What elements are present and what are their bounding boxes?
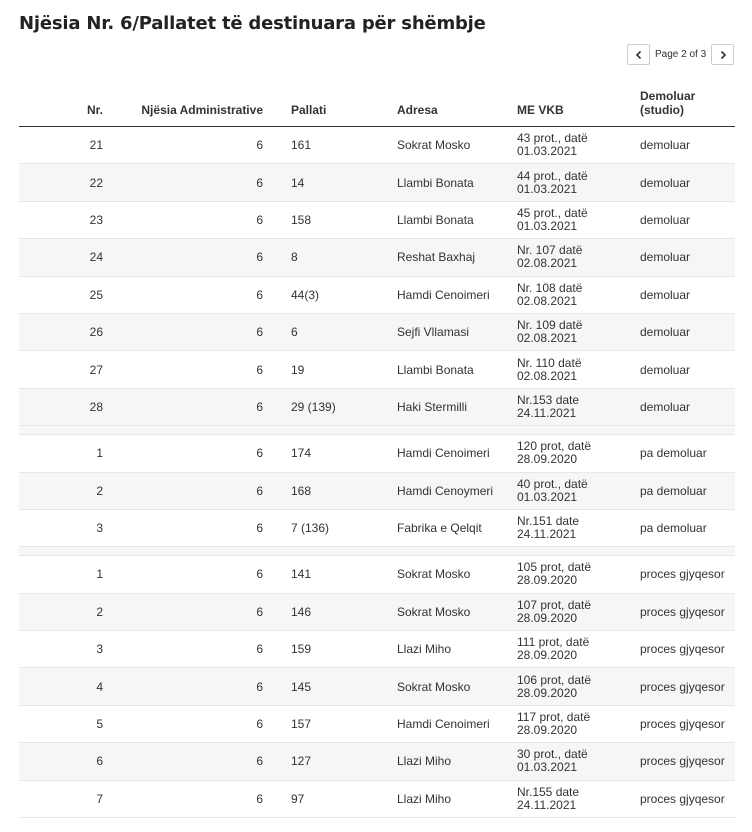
- cell-nr: 5: [96, 717, 103, 732]
- cell-njesia: 6: [256, 754, 263, 769]
- cell-vkb: 44 prot., datë 01.03.2021: [517, 168, 588, 196]
- cell-demoluar: demoluar: [640, 250, 691, 265]
- table-row: [19, 781, 735, 818]
- header-demoluar-line1: Demoluar: [640, 89, 696, 103]
- cell-nr: 2: [96, 483, 103, 498]
- cell-njesia: 6: [256, 250, 263, 265]
- cell-adresa: Llazi Miho: [397, 791, 452, 806]
- cell-njesia: 6: [256, 138, 263, 153]
- cell-pallati: 7 (136): [291, 521, 330, 536]
- cell-vkb: Nr. 110 datë 02.08.2021: [517, 355, 582, 383]
- pagination: [627, 44, 734, 65]
- cell-njesia: 6: [256, 567, 263, 582]
- cell-nr: 26: [89, 325, 103, 340]
- cell-pallati: 145: [291, 679, 312, 694]
- header-adresa[interactable]: Adresa: [397, 103, 438, 117]
- cell-adresa: Hamdi Cenoymeri: [397, 483, 494, 498]
- table-row: [19, 510, 735, 547]
- cell-pallati: 127: [291, 754, 312, 769]
- cell-nr: 1: [96, 567, 103, 582]
- cell-njesia: 6: [256, 521, 263, 536]
- cell-adresa: Llazi Miho: [397, 642, 452, 657]
- buildings-table: [19, 84, 735, 818]
- cell-demoluar: pa demoluar: [640, 483, 707, 498]
- cell-demoluar: proces gjyqesor: [640, 717, 725, 732]
- cell-vkb: Nr. 108 datë 02.08.2021: [517, 280, 583, 308]
- cell-nr: 4: [96, 679, 103, 694]
- cell-pallati: 146: [291, 604, 312, 619]
- header-nr[interactable]: Nr.: [86, 103, 103, 117]
- cell-nr: 3: [96, 521, 103, 536]
- cell-vkb: 40 prot., datë 01.03.2021: [517, 476, 588, 504]
- chevron-left-icon: [634, 50, 644, 60]
- cell-njesia: 6: [256, 175, 263, 190]
- cell-njesia: 6: [256, 287, 263, 302]
- cell-vkb: 120 prot, datë 28.09.2020: [517, 439, 592, 467]
- cell-vkb: 111 prot, datë 28.09.2020: [517, 635, 590, 663]
- header-demoluar-line2: (studio): [640, 103, 684, 117]
- cell-pallati: 157: [291, 717, 312, 732]
- group-separator: [19, 547, 735, 556]
- cell-nr: 24: [89, 250, 103, 265]
- cell-njesia: 6: [256, 604, 263, 619]
- cell-adresa: Sokrat Mosko: [397, 567, 471, 582]
- cell-nr: 28: [89, 399, 103, 414]
- cell-nr: 7: [96, 791, 103, 806]
- cell-pallati: 168: [291, 483, 312, 498]
- header-vkb[interactable]: ME VKB: [517, 103, 564, 117]
- cell-njesia: 6: [256, 446, 263, 461]
- cell-njesia: 6: [256, 325, 263, 340]
- cell-demoluar: pa demoluar: [640, 446, 707, 461]
- table-row: [19, 389, 735, 426]
- cell-nr: 2: [96, 604, 103, 619]
- cell-demoluar: proces gjyqesor: [640, 604, 725, 619]
- cell-demoluar: demoluar: [640, 175, 691, 190]
- cell-pallati: 6: [291, 325, 298, 340]
- table-row: [19, 239, 735, 276]
- cell-demoluar: proces gjyqesor: [640, 754, 725, 769]
- table-row: [19, 556, 735, 593]
- cell-njesia: 6: [256, 483, 263, 498]
- table-row: [19, 594, 735, 631]
- cell-njesia: 6: [256, 212, 263, 227]
- prev-page-button[interactable]: [627, 44, 650, 65]
- cell-nr: 21: [89, 138, 103, 153]
- cell-vkb: 106 prot, datë 28.09.2020: [517, 672, 592, 700]
- cell-adresa: Llambi Bonata: [397, 175, 474, 190]
- cell-njesia: 6: [256, 679, 263, 694]
- cell-njesia: 6: [256, 642, 263, 657]
- cell-nr: 1: [96, 446, 103, 461]
- cell-adresa: Sokrat Mosko: [397, 679, 471, 694]
- cell-demoluar: proces gjyqesor: [640, 791, 725, 806]
- table-row: [19, 314, 735, 351]
- cell-vkb: 105 prot, datë 28.09.2020: [517, 560, 592, 588]
- cell-pallati: 8: [291, 250, 298, 265]
- page-indicator: Page 2 of 3: [655, 49, 707, 60]
- table-body: [19, 127, 735, 818]
- cell-demoluar: demoluar: [640, 399, 691, 414]
- header-pallati[interactable]: Pallati: [291, 103, 327, 117]
- cell-demoluar: demoluar: [640, 362, 691, 377]
- group-separator: [19, 426, 735, 435]
- cell-vkb: 30 prot., datë 01.03.2021: [517, 747, 588, 775]
- table-row: [19, 351, 735, 388]
- table-row: [19, 164, 735, 201]
- cell-adresa: Hamdi Cenoimeri: [397, 717, 490, 732]
- cell-adresa: Haki Stermilli: [397, 399, 468, 414]
- table-row: [19, 743, 735, 780]
- cell-nr: 23: [89, 212, 103, 227]
- cell-vkb: Nr.153 date 24.11.2021: [517, 392, 580, 420]
- cell-adresa: Sokrat Mosko: [397, 604, 471, 619]
- cell-adresa: Llambi Bonata: [397, 362, 474, 377]
- cell-adresa: Llazi Miho: [397, 754, 452, 769]
- cell-vkb: Nr.151 date 24.11.2021: [517, 514, 580, 542]
- table-row: [19, 631, 735, 668]
- table-row: [19, 127, 735, 164]
- cell-njesia: 6: [256, 791, 263, 806]
- cell-demoluar: demoluar: [640, 212, 691, 227]
- next-page-button[interactable]: [711, 44, 734, 65]
- cell-vkb: 45 prot., datë 01.03.2021: [517, 205, 588, 233]
- cell-adresa: Sejfi Vllamasi: [397, 325, 470, 340]
- page-title: Njësia Nr. 6/Pallatet të destinuara për shëmbje: [19, 13, 486, 34]
- cell-demoluar: demoluar: [640, 287, 691, 302]
- cell-adresa: Reshat Baxhaj: [397, 250, 476, 265]
- cell-njesia: 6: [256, 399, 263, 414]
- cell-pallati: 174: [291, 446, 312, 461]
- table-row: [19, 706, 735, 743]
- table-header: [19, 84, 735, 127]
- cell-adresa: Fabrika e Qelqit: [397, 521, 482, 536]
- table-row: [19, 202, 735, 239]
- cell-demoluar: pa demoluar: [640, 521, 707, 536]
- cell-vkb: Nr. 109 datë 02.08.2021: [517, 318, 583, 346]
- cell-vkb: Nr. 107 datë 02.08.2021: [517, 243, 583, 271]
- cell-demoluar: demoluar: [640, 138, 691, 153]
- table-row: [19, 473, 735, 510]
- cell-pallati: 97: [291, 791, 305, 806]
- cell-adresa: Hamdi Cenoimeri: [397, 446, 490, 461]
- cell-vkb: Nr.155 date 24.11.2021: [517, 784, 580, 812]
- cell-pallati: 159: [291, 642, 312, 657]
- cell-demoluar: proces gjyqesor: [640, 679, 725, 694]
- cell-pallati: 44(3): [291, 287, 320, 302]
- cell-pallati: 158: [291, 212, 312, 227]
- cell-pallati: 14: [291, 175, 305, 190]
- cell-demoluar: proces gjyqesor: [640, 642, 725, 657]
- cell-njesia: 6: [256, 362, 263, 377]
- chevron-right-icon: [718, 50, 728, 60]
- cell-demoluar: demoluar: [640, 325, 691, 340]
- table-row: [19, 668, 735, 705]
- cell-nr: 3: [96, 642, 103, 657]
- cell-vkb: 43 prot., datë 01.03.2021: [517, 131, 588, 159]
- cell-nr: 6: [96, 754, 103, 769]
- cell-pallati: 141: [291, 567, 312, 582]
- cell-pallati: 29 (139): [291, 399, 336, 414]
- cell-nr: 27: [89, 362, 103, 377]
- cell-pallati: 161: [291, 138, 312, 153]
- cell-nr: 25: [89, 287, 103, 302]
- table-row: [19, 277, 735, 314]
- header-njesia[interactable]: Njësia Administrative: [141, 103, 263, 117]
- cell-njesia: 6: [256, 717, 263, 732]
- cell-adresa: Llambi Bonata: [397, 212, 474, 227]
- cell-adresa: Sokrat Mosko: [397, 138, 471, 153]
- table-row: [19, 435, 735, 472]
- cell-nr: 22: [89, 175, 103, 190]
- cell-vkb: 107 prot, datë 28.09.2020: [517, 597, 592, 625]
- header-demoluar[interactable]: [640, 89, 695, 117]
- cell-vkb: 117 prot, datë 28.09.2020: [517, 710, 591, 738]
- cell-demoluar: proces gjyqesor: [640, 567, 725, 582]
- cell-adresa: Hamdi Cenoimeri: [397, 287, 490, 302]
- cell-pallati: 19: [291, 362, 305, 377]
